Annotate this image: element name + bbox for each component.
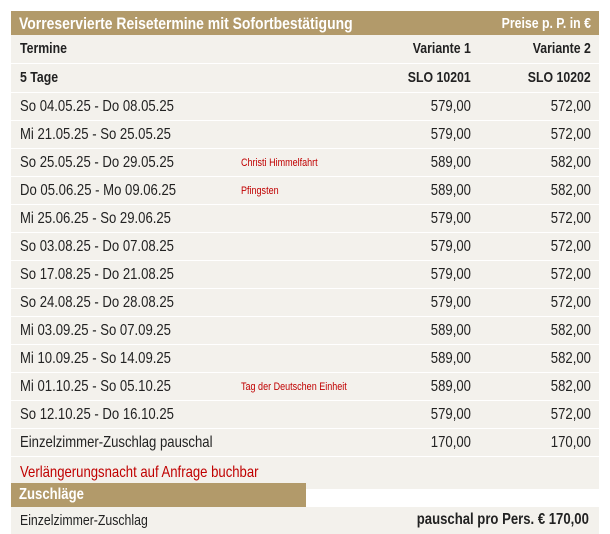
date-range: So 12.10.25 - Do 16.10.25 <box>20 406 174 423</box>
table-row <box>11 345 599 373</box>
price-variant-1: 579,00 <box>430 266 471 283</box>
price-variant-2: 572,00 <box>550 98 591 115</box>
price-variant-2: 572,00 <box>550 238 591 255</box>
single-room-label: Einzelzimmer-Zuschlag pauschal <box>20 434 213 451</box>
price-variant-2: 572,00 <box>550 294 591 311</box>
table-row <box>11 93 599 121</box>
table-row <box>11 149 599 177</box>
price-variant-2: 582,00 <box>550 154 591 171</box>
date-range: Mi 01.10.25 - So 05.10.25 <box>20 378 171 395</box>
price-variant-1: 589,00 <box>430 154 471 171</box>
date-range: Do 05.06.25 - Mo 09.06.25 <box>20 182 177 199</box>
date-range: Mi 10.09.25 - So 14.09.25 <box>20 350 171 367</box>
date-range: Mi 21.05.25 - So 25.05.25 <box>20 126 171 143</box>
table-row <box>11 289 599 317</box>
table-row <box>11 261 599 289</box>
date-range: So 25.05.25 - Do 29.05.25 <box>20 154 174 171</box>
holiday-note: Christi Himmelfahrt <box>241 157 318 169</box>
price-variant-1: 579,00 <box>430 406 471 423</box>
table-row <box>11 233 599 261</box>
price-variant-2: 572,00 <box>550 406 591 423</box>
column-header-variant-2: Variante 2 <box>532 40 591 57</box>
column-header-termine: Termine <box>20 40 67 57</box>
column-header-row <box>11 35 599 64</box>
price-variant-2: 572,00 <box>550 126 591 143</box>
column-header-variant-1: Variante 1 <box>412 40 471 57</box>
table-row <box>11 401 599 429</box>
variant-2-code: SLO 10202 <box>528 69 591 86</box>
table-row <box>11 373 599 401</box>
price-variant-1: 579,00 <box>430 210 471 227</box>
date-rows <box>11 93 599 429</box>
price-variant-1: 589,00 <box>430 182 471 199</box>
surcharge-label: Einzelzimmer-Zuschlag <box>20 512 148 529</box>
table-row <box>11 317 599 345</box>
holiday-note: Tag der Deutschen Einheit <box>241 381 347 393</box>
table-title: Vorreservierte Reisetermine mit Sofortbestätigung <box>19 14 353 33</box>
date-range: So 24.08.25 - Do 28.08.25 <box>20 294 174 311</box>
surcharges-title: Zuschläge <box>19 486 84 503</box>
extension-note: Verlängerungsnacht auf Anfrage buchbar <box>20 464 259 481</box>
variant-1-code: SLO 10201 <box>408 69 471 86</box>
price-variant-1: 589,00 <box>430 350 471 367</box>
price-variant-2: 572,00 <box>550 210 591 227</box>
date-range: Mi 25.06.25 - So 29.06.25 <box>20 210 171 227</box>
table-row <box>11 177 599 205</box>
single-room-price-v1: 170,00 <box>430 434 471 451</box>
date-range: So 04.05.25 - Do 08.05.25 <box>20 98 174 115</box>
price-note: Preise p. P. in € <box>501 15 591 32</box>
duration-label: 5 Tage <box>20 69 59 86</box>
table-header-bar <box>11 11 599 35</box>
surcharges-header-bar <box>11 483 306 507</box>
surcharge-value: pauschal pro Pers. € 170,00 <box>416 511 589 528</box>
price-variant-1: 579,00 <box>430 98 471 115</box>
single-room-price-v2: 170,00 <box>550 434 591 451</box>
date-range: So 03.08.25 - Do 07.08.25 <box>20 238 174 255</box>
single-room-row <box>11 429 599 457</box>
surcharge-row <box>11 507 599 534</box>
price-variant-2: 582,00 <box>550 350 591 367</box>
price-variant-1: 579,00 <box>430 294 471 311</box>
price-variant-1: 589,00 <box>430 322 471 339</box>
date-range: So 17.08.25 - Do 21.08.25 <box>20 266 174 283</box>
price-variant-1: 579,00 <box>430 126 471 143</box>
table-row <box>11 121 599 149</box>
price-variant-1: 579,00 <box>430 238 471 255</box>
price-variant-1: 589,00 <box>430 378 471 395</box>
date-range: Mi 03.09.25 - So 07.09.25 <box>20 322 171 339</box>
price-variant-2: 582,00 <box>550 182 591 199</box>
price-variant-2: 572,00 <box>550 266 591 283</box>
holiday-note: Pfingsten <box>241 185 279 197</box>
sub-header-row <box>11 64 599 93</box>
dates-table <box>11 35 599 489</box>
price-variant-2: 582,00 <box>550 322 591 339</box>
price-variant-2: 582,00 <box>550 378 591 395</box>
table-row <box>11 205 599 233</box>
